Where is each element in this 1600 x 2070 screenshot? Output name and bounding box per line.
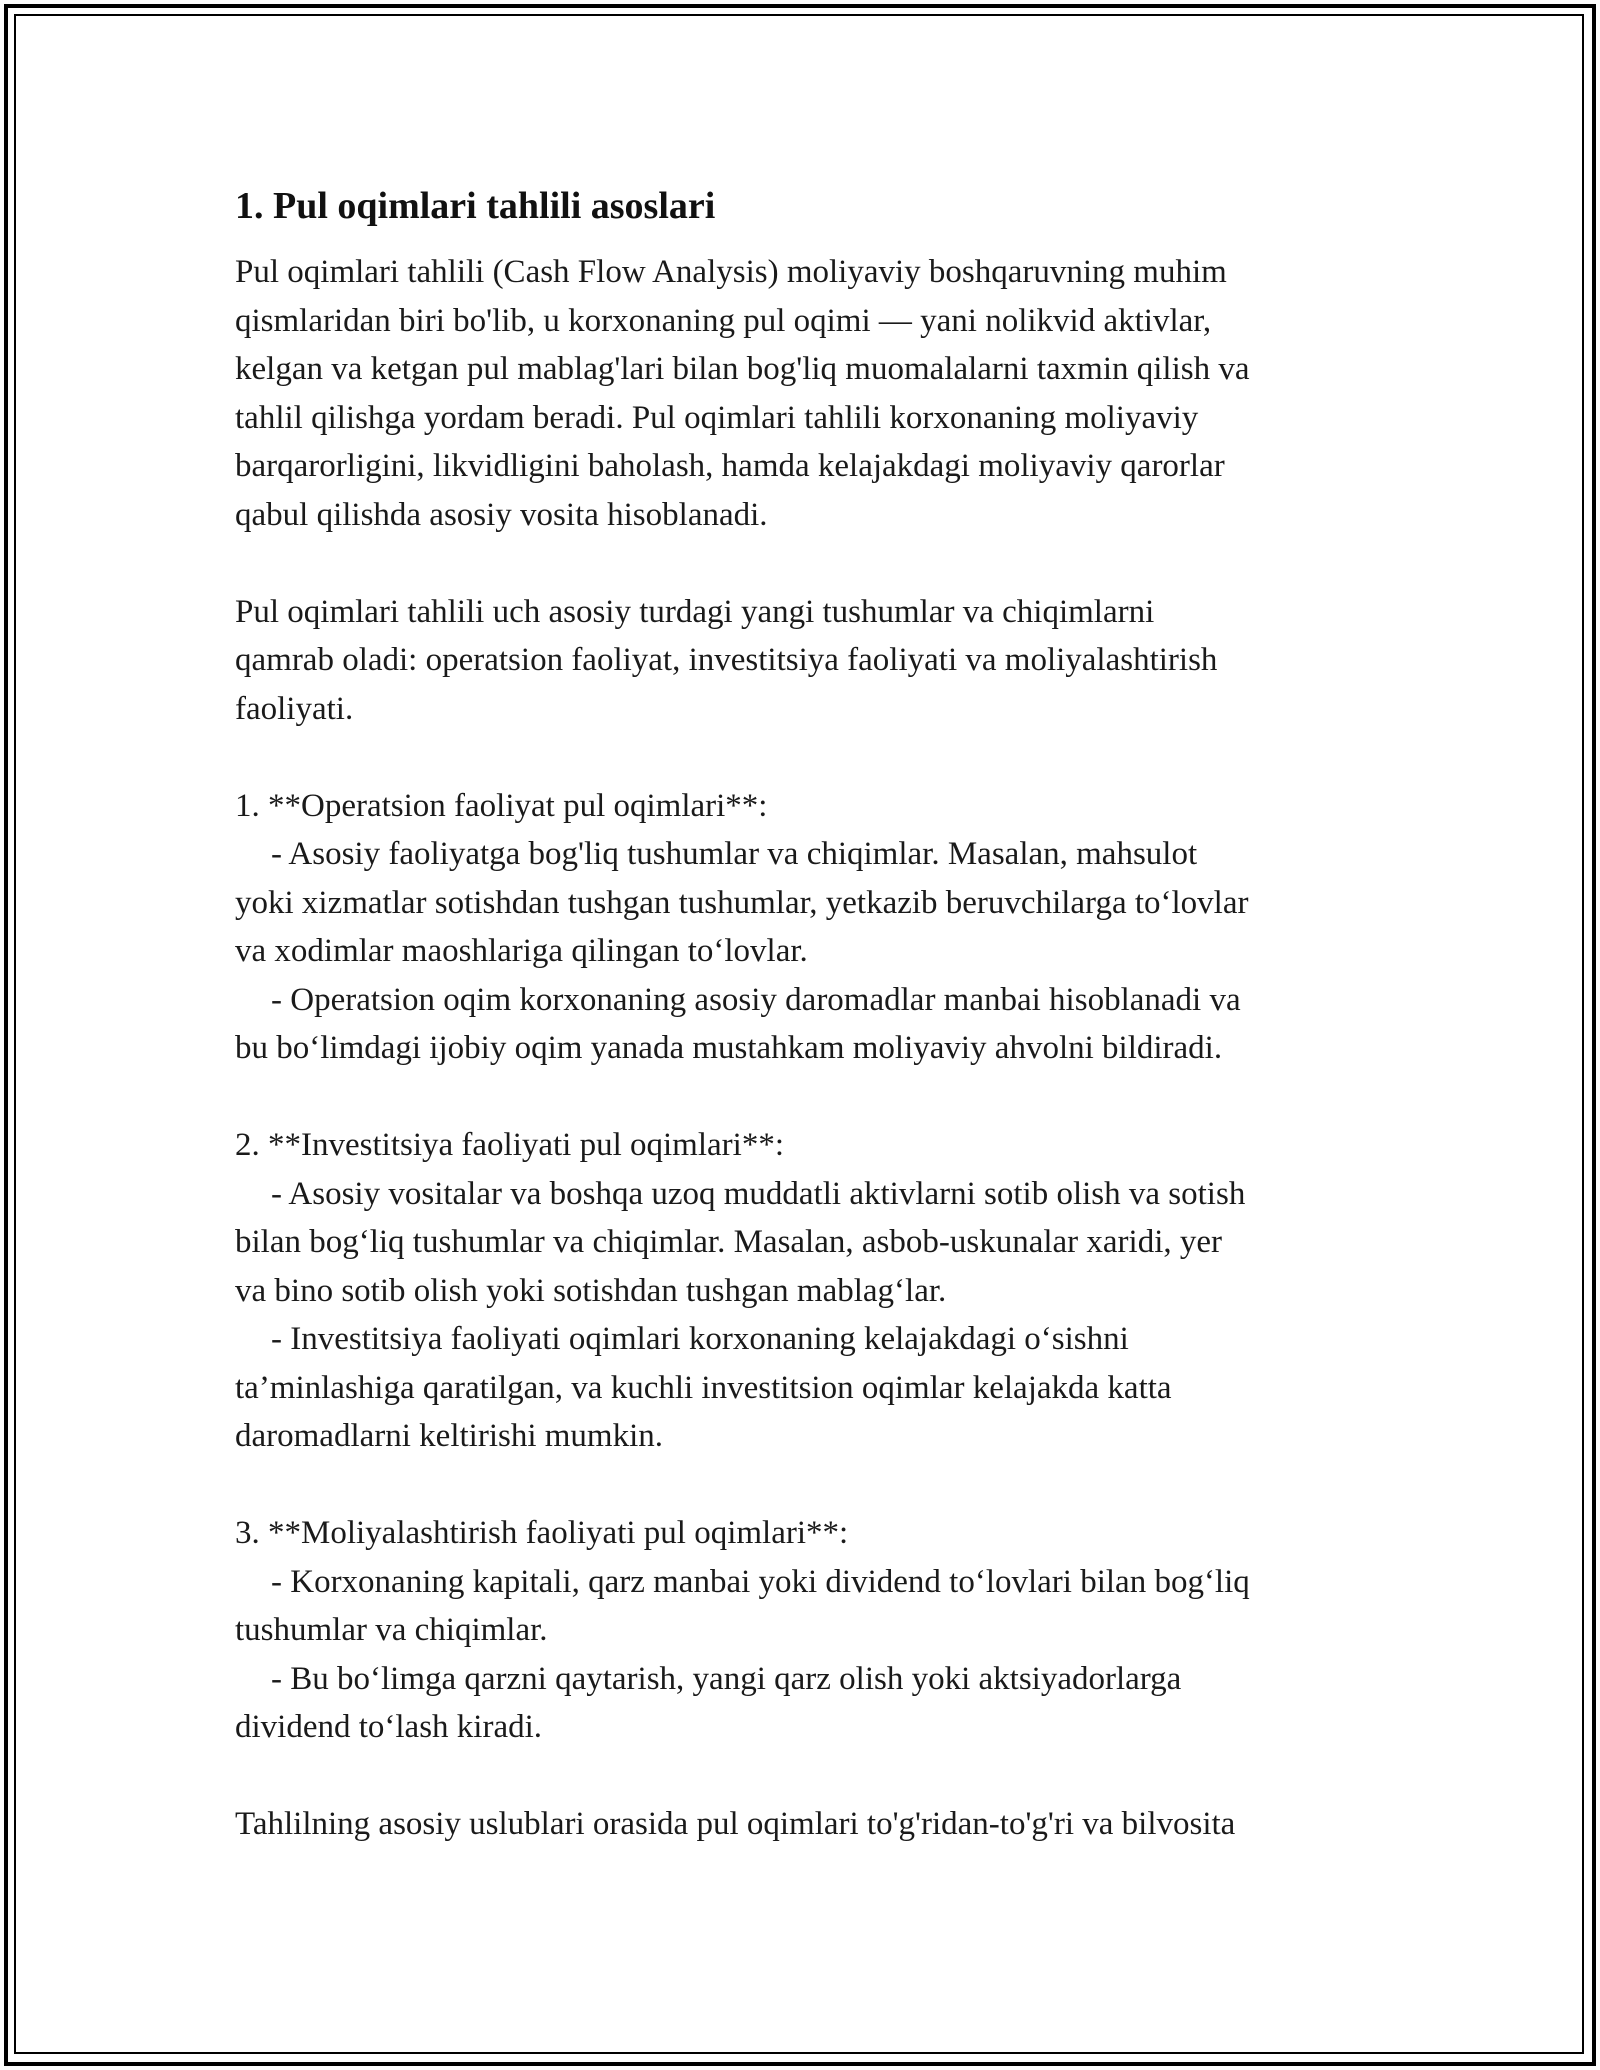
paragraph-gap <box>235 1073 1375 1122</box>
overview-paragraph <box>235 588 1375 734</box>
page-title: 1. Pul oqimlari tahlili asoslari <box>235 185 716 227</box>
text-line: Tahlilning asosiy uslublari orasida pul oqimlari to'g'ridan-to'g'ri va bilvosita <box>235 1806 1236 1842</box>
section-heading: 3. **Moliyalashtirish faoliyati pul oqimlari**: <box>235 1515 849 1551</box>
intro-paragraph <box>235 248 1375 539</box>
bullet-line: - Asosiy vositalar va boshqa uzoq muddatli aktivlarni sotib olish va sotish <box>271 1175 1246 1212</box>
text-line: tushumlar va chiqimlar. <box>235 1612 548 1648</box>
paragraph-gap <box>235 1461 1375 1510</box>
paragraph-gap <box>235 539 1375 588</box>
section-financing <box>235 1509 1375 1752</box>
text-line: barqarorligini, likvidligini baholash, hamda kelajakdagi moliyaviy qarorlar <box>235 448 1225 484</box>
text-line: va xodimlar maoshlariga qilingan to‘lovlar. <box>235 933 808 969</box>
text-line: ta’minlashiga qaratilgan, va kuchli investitsion oqimlar kelajakda katta <box>235 1369 1172 1406</box>
closing-paragraph <box>235 1800 1375 1849</box>
paragraph-gap <box>235 733 1375 782</box>
section-heading: 2. **Investitsiya faoliyati pul oqimlari**: <box>235 1127 784 1163</box>
bullet-line: - Asosiy faoliyatga bog'liq tushumlar va chiqimlar. Masalan, mahsulot <box>271 836 1198 872</box>
text-line: qabul qilishda asosiy vosita hisoblanadi. <box>235 496 768 533</box>
text-line: va bino sotib olish yoki sotishdan tushgan mablag‘lar. <box>235 1272 947 1309</box>
section-heading: 1. **Operatsion faoliyat pul oqimlari**: <box>235 787 768 824</box>
section-operating <box>235 782 1375 1073</box>
text-line: qamrab oladi: operatsion faoliyat, investitsiya faoliyati va moliyalashtirish <box>235 642 1218 678</box>
text-line: bu bo‘limdagi ijobiy oqim yanada mustahkam moliyaviy ahvolni bildiradi. <box>235 1030 1223 1066</box>
bullet-line: - Bu bo‘limga qarzni qaytarish, yangi qarz olish yoki aktsiyadorlarga <box>271 1660 1182 1697</box>
text-line: dividend to‘lash kiradi. <box>235 1709 543 1745</box>
section-investing <box>235 1121 1375 1461</box>
text-line: bilan bog‘liq tushumlar va chiqimlar. Masalan, asbob-uskunalar xaridi, yer <box>235 1224 1223 1260</box>
document-page <box>235 182 1375 1849</box>
text-line: daromadlarni keltirishi mumkin. <box>235 1418 664 1454</box>
bullet-line: - Korxonaning kapitali, qarz manbai yoki dividend to‘lovlari bilan bog‘liq <box>271 1563 1250 1600</box>
paragraph-gap <box>235 1752 1375 1801</box>
bullet-line: - Operatsion oqim korxonaning asosiy daromadlar manbai hisoblanadi va <box>271 981 1241 1018</box>
text-line: Pul oqimlari tahlili (Cash Flow Analysis) moliyaviy boshqaruvning muhim <box>235 254 1227 290</box>
bullet-line: - Investitsiya faoliyati oqimlari korxonaning kelajakdagi o‘sishni <box>271 1321 1129 1357</box>
text-line: qismlaridan biri bo'lib, u korxonaning pul oqimi — yani nolikvid aktivlar, <box>235 302 1212 339</box>
text-line: tahlil qilishga yordam beradi. Pul oqimlari tahlili korxonaning moliyaviy <box>235 399 1199 436</box>
text-line: faoliyati. <box>235 690 354 727</box>
text-line: yoki xizmatlar sotishdan tushgan tushumlar, yetkazib beruvchilarga to‘lovlar <box>235 884 1249 921</box>
text-line: Pul oqimlari tahlili uch asosiy turdagi yangi tushumlar va chiqimlarni <box>235 593 1155 630</box>
text-line: kelgan va ketgan pul mablag'lari bilan bog'liq muomalalarni taxmin qilish va <box>235 351 1250 387</box>
